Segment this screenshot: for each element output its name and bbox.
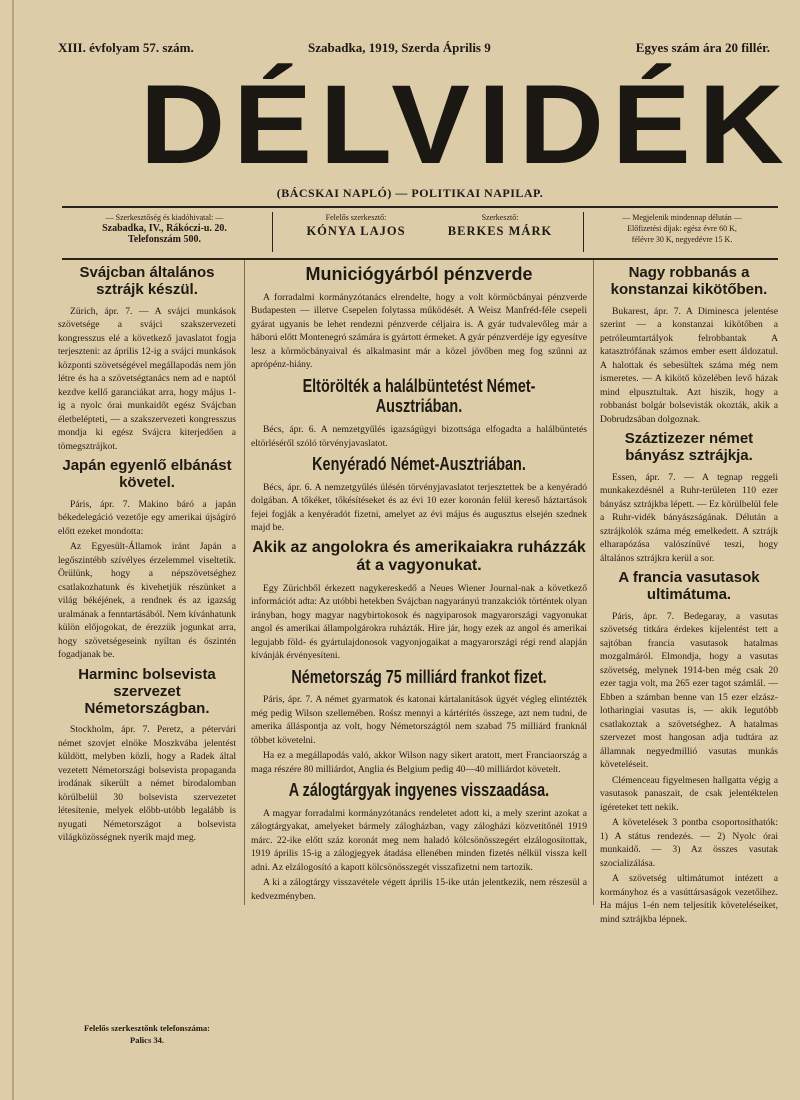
middle-article-5-body-2: Ha ez a megállapodás való, akkor Wilson nagy sikert aratott, mert Franciaország a maga részére 80 milliárdot, Anglia és Belgium pedig 40—40 milliárdot követelt. bbox=[251, 750, 587, 775]
middle-article-1-title: Municiógyárból pénzverde bbox=[305, 264, 533, 284]
masthead-top-line bbox=[58, 40, 770, 60]
editor-label: Szerkesztő: bbox=[481, 213, 519, 222]
middle-article-5-title: Németország 75 milliárd frankot fizet. bbox=[291, 666, 547, 687]
right-article-2-title: Száztizezer német bányász sztrájkja. bbox=[624, 430, 754, 465]
right-column bbox=[600, 260, 778, 928]
left-article-2-title: Japán egyenlő elbánást követel. bbox=[62, 457, 232, 492]
office-line-3: Telefonszám 500. bbox=[128, 234, 201, 245]
office-line-1: — Szerkesztőség és kiadóhivatal: — bbox=[105, 213, 224, 222]
right-article-1-body: Bukarest, ápr. 7. A Diminesca jelentése szerint — a konstanzai kikötőben a petróleumtartályok felrobbantak A katasztrófának számos ember esett áldozatul. A halottak és sebesültek száma még nem ismeretes. — A kikötő közelében levő házak mind elpusztultak. Azt hiszik, hogy a robbanást bolgár bolsevisták okozták, akik a Dobrudzsában dolgoznak. bbox=[600, 305, 778, 425]
middle-article-2-body: Bécs, ápr. 6. A nemzetgyűlés igazságügyi bizottsága elfogadta a halálbüntetés eltörléséről szóló törvényjavaslatot. bbox=[251, 424, 587, 449]
right-article-3-body-2: Clémenceau figyelmesen hallgatta végig a vasutasok panaszait, de csak jelentéktelen ígéreteket tett nekik. bbox=[600, 774, 778, 813]
right-article-1-title: Nagy robbanás a konstanzai kikötőben. bbox=[610, 264, 768, 299]
editor-responsible-name: KÓNYA LAJOS bbox=[306, 224, 406, 238]
right-article-3-body-1: Páris, ápr. 7. Bedegaray, a vasutas szövetség titkára érdekes kijelentést tett a sajtóban francia vasutasok hatalmas mozgalmáról. Elmondja, hogy a vasutas szövetség, melynek 1914-ben még csak 20 ezer tagja volt, ma 265 ezer tagot számlál. — Ebben a számban benne van 15 ezer elzász-lotharingiai vasutas is, — akik legutóbb csatlakoztak a szövetséghez. A hatalmas szervezet most hangosan adja tudtára az államnak negyedmillió vasutas munkás követeléseit. bbox=[600, 610, 778, 770]
office-box bbox=[62, 212, 267, 252]
footnote bbox=[58, 1022, 236, 1046]
middle-article-3-body: Bécs, ápr. 6. A nemzetgyűlés ülésén törvényjavaslatot terjesztettek be a kenyéradó dolgában. A tőkéket, tőkésítéseket és az évi 10 ezer koronán felül kereső háztartások fejei fogják a kenyéradót fizetni, amelyet az évi május és augusztus elsején szednek majd be. bbox=[251, 481, 587, 534]
issue-number: XIII. évfolyam 57. szám. bbox=[58, 40, 194, 55]
left-article-2-body-1: Páris, ápr. 7. Makino báró a japán békedelegáció vezetője egy amerikai újságíró előtt ezeket mondotta: bbox=[58, 498, 236, 537]
middle-article-6-body-2: A ki a zálogtárgy visszavétele végett április 15-ike után jelentkezik, nem részesül a kedvezményben. bbox=[251, 877, 587, 902]
left-column bbox=[58, 260, 236, 847]
left-article-3-title: Harminc bolsevista szervezet Németországban. bbox=[78, 665, 216, 717]
left-article-3-body: Stockholm, ápr. 7. Peretz, a pétervári német szovjet elnöke Moszkvába jelentést küldött, melyben közli, hogy a Radek által vezetett Németországi bolsevista propaganda irodának sikerült a német birodalomban körülbelül 30 bolsevista szervezetet létesítenie, melyek előbb-utóbb legalább is nyugati Németországot a bolsevista világközösségnek nyerik majd meg. bbox=[58, 724, 236, 844]
subscription-line-1: — Megjelenik mindennap délután — bbox=[622, 213, 742, 222]
right-article-3-title: A francia vasutasok ultimátuma. bbox=[618, 569, 760, 604]
middle-article-4-title: Akik az angolokra és amerikaiakra ruházzák át a vagyonukat. bbox=[252, 538, 586, 575]
info-bar bbox=[62, 206, 778, 260]
page-fold bbox=[12, 0, 14, 1100]
newspaper-title: DÉLVIDÉK bbox=[140, 62, 792, 188]
editor-responsible-label: Felelős szerkesztő: bbox=[325, 213, 387, 222]
editor-responsible bbox=[281, 212, 431, 237]
subscription-line-3: félévre 30 K, negyedévre 15 K. bbox=[631, 235, 733, 244]
left-article-2-body-2: Az Egyesült-Államok iránt Japán a legőszintébb szívélyes érzelemmel viseltetik. Örülünk, hogy a népszövetséghez csatlakozhatunk és kivehetjük részünket a világ békéjének, a rendnek és az igazság uralmának a fenntartásából. Nem kívánhatunk külön előjogokat, de érezzük jogunkat arra, hogy szövetségeseink nyíltan és őszintén fogadjanak be. bbox=[58, 541, 236, 660]
issue-date: Szabadka, 1919, Szerda Április 9 bbox=[308, 40, 491, 55]
middle-article-2-title: Eltörölték a halálbüntetést Német-Ausztriában. bbox=[302, 375, 536, 417]
middle-article-6-title: A zálogtárgyak ingyenes visszaadása. bbox=[288, 780, 550, 801]
right-article-3-body-4: A szövetség ultimátumot intézett a kormányhoz és a vasúttársaságok vezetőihez. Ha május 1-én nem teljesítik követeléseiket, mind sztrájkba lépnek. bbox=[600, 873, 778, 925]
right-article-2-body: Essen, ápr. 7. — A tegnap reggeli munkakezdésnél a Ruhr-területen 110 ezer bányász sztrájkba lépett. — Ez körülbelül fele a Ruhr-vidék bányászságának. Délután a sztrájkolók száma még emelkedett. A sztrájk elharapózása valószínűvé teszi, hogy általános sztrájkra kerül a sor. bbox=[600, 471, 778, 564]
editor bbox=[425, 212, 575, 237]
footnote-line-1: Felelős szerkesztőnk telefonszáma: bbox=[83, 1023, 211, 1033]
issue-price: Egyes szám ára 20 fillér. bbox=[635, 40, 770, 55]
editors-box bbox=[272, 212, 584, 252]
subscription-line-2: Előfizetési díjak: egész évre 60 K, bbox=[627, 224, 737, 233]
middle-article-4-body: Egy Zürichből érkezett nagykereskedő a Neues Wiener Journal-nak a következő információt adta: Az utóbbi hetekben Svájcban nagyarányú tranzakciók történtek olyan irányban, hogy magyar nagybirtokosok és nagyiparosok magyarországi vagyonukat angol és amerikai állampolgárokra ruházták. Hire jár, hogy ezek az angol és amerikai legujabb föld- és gyártulajdonosok vagyonjogaikat a magyarországi régi rend alapján kívánják érvényesíteni. bbox=[251, 582, 587, 662]
newspaper-subtitle: (BÁCSKAI NAPLÓ) — POLITIKAI NAPILAP. bbox=[276, 186, 544, 200]
left-article-1-body: Zürich, ápr. 7. — A svájci munkások szövetsége a svájci szakszervezeti kongresszus elé a következő javaslatot fogja terjeszteni: az április 12-ig a svájci munkások központi szövetségével megállapodás nem jön létre és ha a szövetségtanács nem ad e naptól kezdve kellő garanciákat arra, hogy május 1-ig a nyolc órai munkaidőt egész Svájcban életbelépteti, — a szakszervezeti kongresszus mondja ki egész Svájcra kiterjedően a tömegsztrájkot. bbox=[58, 305, 236, 452]
middle-article-1-body: A forradalmi kormányzótanács elrendelte, hogy a volt körmöcbányai pénzverde Budapesten — illetve Csepelen folytassa működését. A Weisz Manfréd-féle csepeli gyárat ugyanis be lehet rendezni pénzverde céljaira is. A gyár tudvalevőleg már a háború előtt Montenegró számára is gyártott érmeket. A gyár pénzverdéje így egyesítve lesz a körmöcbányaival és alkalmasint már a közel jövőben meg fog szűnni az aprópénz-hiány. bbox=[251, 291, 587, 371]
middle-article-5-body-1: Páris, ápr. 7. A német gyarmatok és katonai kártalanítások ügyét végleg elintézték még pedig Wilson szellemében. Rośsz mennyi a kártérítés összege, azt nem tudni, de amerika álláspontja az volt, hogy Németországtól nem szabad 75 milliárd franknál többet követelni. bbox=[251, 694, 587, 746]
footnote-line-2: Palics 34. bbox=[130, 1035, 164, 1045]
middle-article-3-title: Kenyéradó Német-Ausztriában. bbox=[312, 454, 526, 475]
middle-column bbox=[244, 260, 594, 905]
right-article-3-body-3: A követelések 3 pontba csoportosíthatók: 1) A státus rendezés. — 2) Nyolc órai munkaidő. — 3) Az összes vasutak szocializálása. bbox=[600, 817, 778, 869]
middle-article-6-body-1: A magyar forradalmi kormányzótanács rendeletet adott ki, a mely szerint azokat a zálogtárgyakat, amelyeket bármely zálogházban, vagy zálogházi közvetítőnél 1919 márc. 22-ike előtt száz koronát meg nem haladó kölcsönösszegért elzálogosítottak, 1919 április 15-ig a zálogjegyek átadása ellenében minden fizetés nélkül vissza kell adni. Az elzálogosító a kapott kölcsönösszegét visszafizetni nem tartozik. bbox=[251, 807, 587, 873]
left-article-1-title: Svájcban általános sztrájk készül. bbox=[79, 264, 215, 299]
editor-name: BERKES MÁRK bbox=[447, 224, 553, 238]
subscription-box bbox=[587, 212, 777, 252]
office-line-2: Szabadka, IV., Rákóczi-u. 20. bbox=[102, 223, 227, 234]
